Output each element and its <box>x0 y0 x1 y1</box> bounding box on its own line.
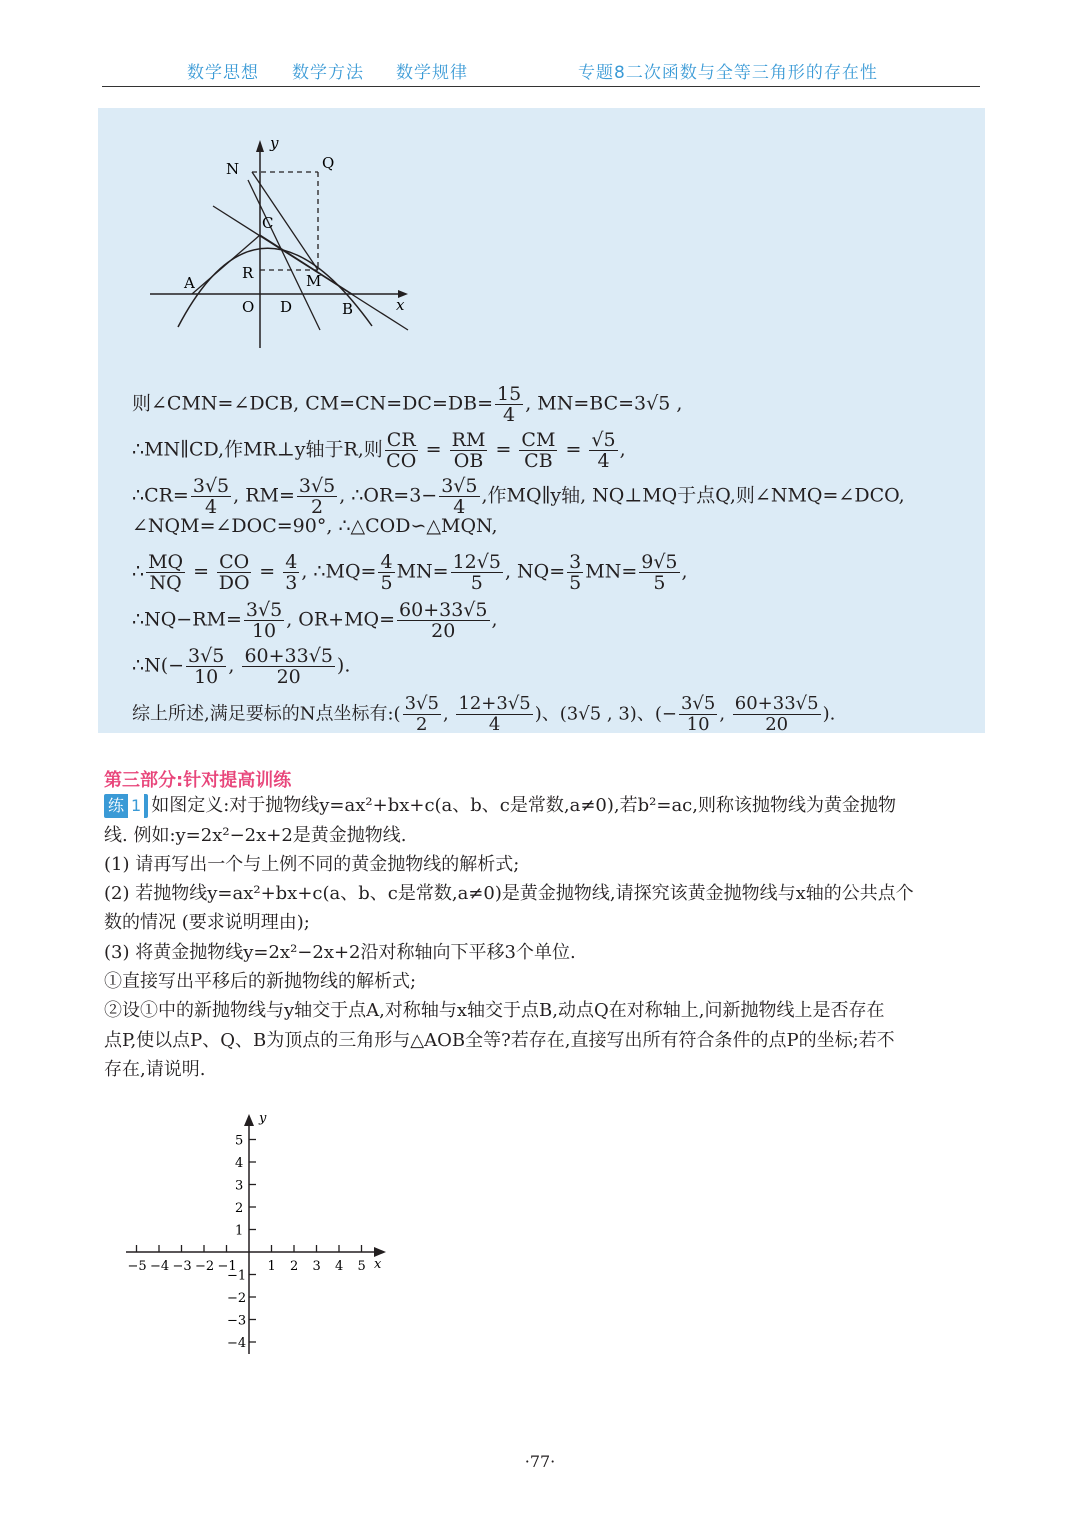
exercise-line-4: (2) 若抛物线y=ax²+bx+c(a、b、c是常数,a≠0)是黄金抛物线,请探究该黄金抛物线与x轴的公共点个 <box>104 883 914 904</box>
label-a: A <box>184 274 195 292</box>
header-topic: 专题8二次函数与全等三角形的存在性 <box>578 63 878 83</box>
label-d: D <box>280 298 293 316</box>
solution-line-7: ∴N(− $\frac{3√5}{10}$ , $\frac{60+33√5}{20}$ ). <box>132 645 351 688</box>
solution-line-6: ∴NQ−RM= $\frac{3√5}{10}$ , OR+MQ= $\frac{60+33√5}{20}$ , <box>132 599 498 642</box>
label-c: C <box>262 214 274 232</box>
solution-line-3: ∴CR= $\frac{3√5}{4}$ , RM= $\frac{3√5}{2}$ , ∴OR=3− $\frac{3√5}{4}$ ,作MQ∥y轴, NQ⊥MQ于点Q,则∠NMQ=∠DCO, <box>132 475 905 518</box>
page-header <box>102 56 980 87</box>
solution-line-4: ∠NQM=∠DOC=90°, ∴△COD∽△MQN, <box>132 515 498 537</box>
exercise-line-9: 点P,使以点P、Q、B为顶点的三角形与△AOB全等?若存在,直接写出所有符合条件的点P的坐标;若不 <box>104 1030 895 1051</box>
page-number: ·77· <box>524 1452 556 1471</box>
y-tick-label: 3 <box>235 1178 244 1194</box>
y-tick-label: 1 <box>235 1223 244 1239</box>
label-m: M <box>306 272 322 290</box>
solution-line-5: ∴ $\frac{MQ}{NQ}$ = $\frac{CO}{DO}$ = $\frac{4}{3}$ , ∴MQ= $\frac{4}{5}$ MN= $\frac{12√5}{5}$ , NQ= $\frac{3}{5}$ MN= $\frac{9√5}{5}$ , <box>132 551 688 594</box>
y-tick-label: −1 <box>227 1268 247 1284</box>
header-item-3: 数学规律 <box>396 63 468 83</box>
exercise-line-1: 练 1 如图定义:对于抛物线y=ax²+bx+c(a、b、c是常数,a≠0),若b²=ac,则称该抛物线为黄金抛物 <box>104 794 896 818</box>
label-b: B <box>342 300 354 318</box>
label-x: x <box>396 296 405 314</box>
x-tick-label: 3 <box>312 1259 321 1274</box>
y-tick-label: 2 <box>235 1201 244 1216</box>
exercise-line-10: 存在,请说明. <box>104 1059 206 1080</box>
x-tick-label: −5 <box>127 1259 147 1274</box>
header-item-1: 数学思想 <box>187 63 259 83</box>
x-tick-label: −4 <box>150 1259 170 1274</box>
solution-line-2: ∴MN∥CD,作MR⊥y轴于R,则 $\frac{CR}{CO}$ = $\frac{RM}{OB}$ = $\frac{CM}{CB}$ = $\frac{√5}{4}$ , <box>132 429 626 472</box>
axis-y-label: y <box>259 1111 267 1126</box>
x-tick-label: 1 <box>267 1259 276 1274</box>
label-r: R <box>242 264 254 282</box>
label-n: N <box>226 160 240 178</box>
exercise-line-6: (3) 将黄金抛物线y=2x²−2x+2沿对称轴向下平移3个单位. <box>104 942 576 963</box>
exercise-line-7: ①直接写出平移后的新抛物线的解析式; <box>104 971 417 992</box>
section-title: 第三部分:针对提高训练 <box>104 770 292 791</box>
label-o: O <box>242 298 255 316</box>
label-q: Q <box>322 154 335 172</box>
solution-conclusion: 综上所述,满足要标的N点坐标有:( $\frac{3√5}{2}$ , $\frac{12+3√5}{4}$ )、(3√5 , 3)、(− $\frac{3√5}{10}$ , $\frac{60+33√5}{20}$ ). <box>132 693 836 735</box>
header-item-2: 数学方法 <box>292 63 364 83</box>
y-tick-label: 5 <box>235 1133 244 1149</box>
geometry-figure <box>140 130 420 355</box>
x-tick-label: −1 <box>217 1259 237 1274</box>
exercise-line-8: ②设①中的新抛物线与y轴交于点A,对称轴与x轴交于点B,动点Q在对称轴上,问新抛物线上是否存在 <box>104 1000 885 1021</box>
axis-x-label: x <box>374 1257 382 1272</box>
exercise-line-5: 数的情况 (要求说明理由); <box>104 912 310 933</box>
coordinate-axes <box>118 1110 398 1360</box>
exercise-line-2: 线. 例如:y=2x²−2x+2是黄金抛物线. <box>104 825 407 846</box>
label-y: y <box>270 134 279 152</box>
x-tick-label: 5 <box>357 1259 366 1274</box>
exercise-line-3: (1) 请再写出一个与上例不同的黄金抛物线的解析式; <box>104 854 520 875</box>
x-tick-label: 2 <box>290 1259 299 1274</box>
y-tick-label: 4 <box>235 1156 244 1171</box>
x-tick-label: −2 <box>195 1259 215 1274</box>
y-tick-label: −3 <box>227 1313 247 1329</box>
exercise-badge: 练 1 <box>104 794 148 818</box>
x-tick-label: 4 <box>335 1259 344 1274</box>
x-tick-label: −3 <box>172 1259 192 1274</box>
solution-line-1: 则∠CMN=∠DCB, CM=CN=DC=DB= $\frac{15}{4}$ , MN=BC=3√5 , <box>132 383 683 426</box>
y-tick-label: −4 <box>227 1336 247 1351</box>
y-tick-label: −2 <box>227 1291 247 1306</box>
